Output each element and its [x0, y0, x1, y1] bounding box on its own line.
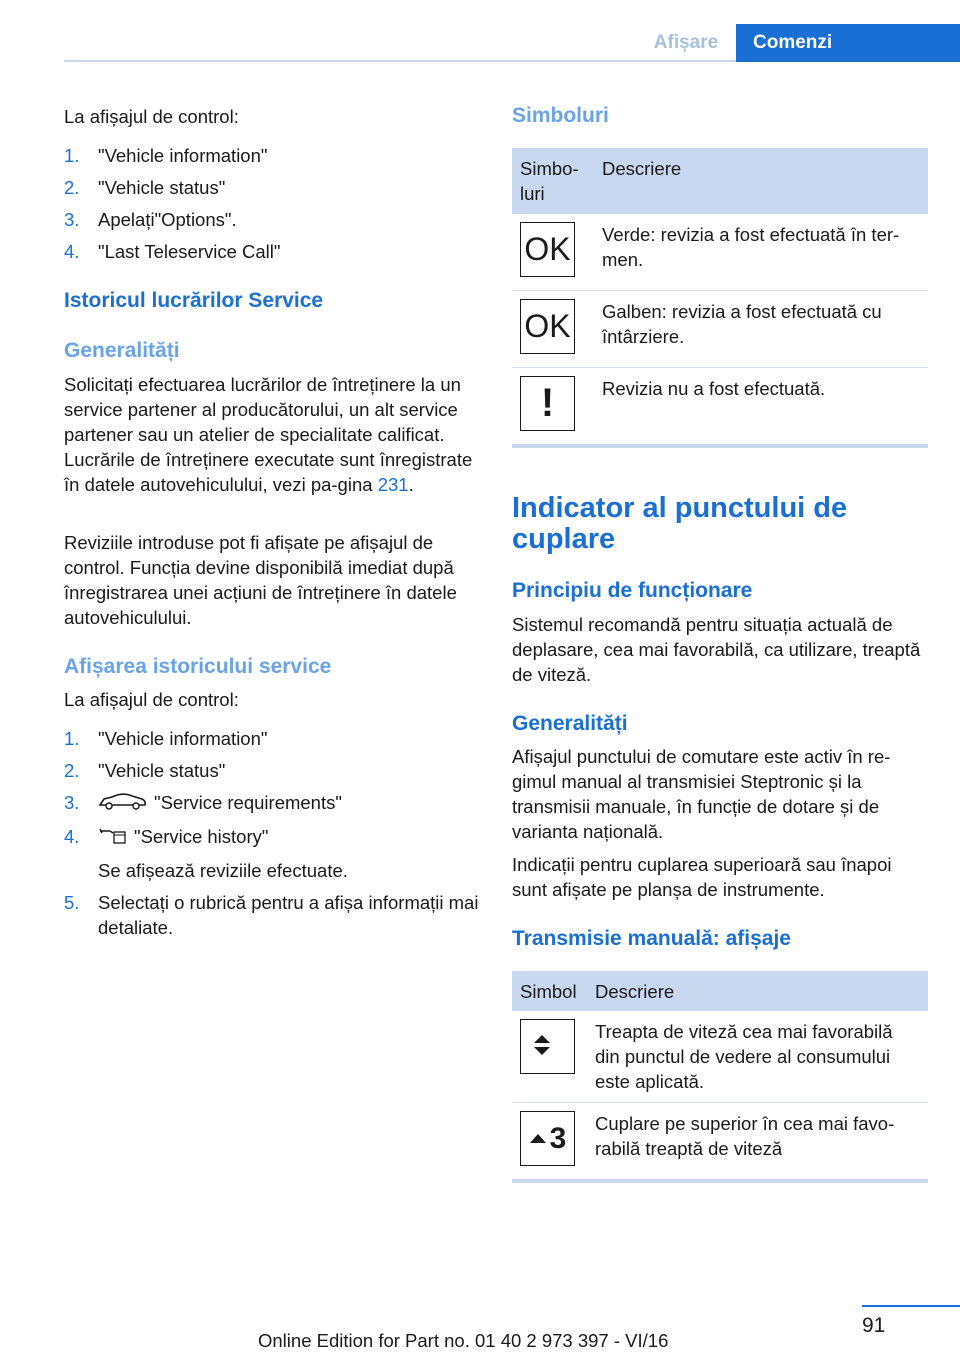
paragraph-general-2: Reviziile introduse pot fi afișate pe afișajul de control. Funcția devine disponibilă imediat după înregistrarea unei acțiuni de întreținere în datele autovehiculului.	[64, 532, 457, 628]
updown-arrows-icon	[520, 1019, 575, 1074]
list-item: 2. "Vehicle status"	[64, 177, 226, 198]
table-row: OK Verde: revizia a fost efectuată în ter‐men.	[512, 214, 928, 291]
list-item: 4. "Last Teleservice Call"	[64, 241, 281, 262]
table-header: Simbo‐luri Descriere	[512, 148, 928, 214]
table-header: Simbol Descriere	[512, 971, 928, 1011]
page-link[interactable]: 231	[377, 474, 409, 495]
heading-manual-transmission: Transmisie manuală: afișaje	[512, 927, 791, 950]
list-item: 5. Selectați o rubrică pentru a afișa informații mai detaliate.	[64, 892, 479, 939]
transmission-table	[512, 971, 928, 1183]
heading-service-history: Istoricul lucrărilor Service	[64, 289, 324, 312]
list-item: 1. "Vehicle information"	[64, 728, 268, 749]
list-item: 2. "Vehicle status"	[64, 760, 226, 781]
intro-text: La afișajul de control:	[64, 106, 239, 127]
intro-text-2: La afișajul de control:	[64, 689, 239, 710]
paragraph-general2-2: Indicații pentru cuplarea superioară sau înapoi sunt afișate pe planșa de instrumente.	[512, 854, 892, 900]
heading-symbols: Simboluri	[512, 104, 609, 127]
steps-list-2	[64, 726, 484, 947]
header-tab-chapter[interactable]: Comenzi	[736, 24, 960, 62]
table-row: Treapta de viteză cea mai favorabilă din punctul de vedere al consumului este aplicată.	[512, 1011, 928, 1103]
paragraph-principle: Sistemul recomandă pentru situația actuală de deplasare, cea mai favorabilă, ca utilizare, treaptă de viteză.	[512, 614, 921, 685]
symbols-table	[512, 148, 928, 448]
list-item: 1. "Vehicle information"	[64, 145, 268, 166]
table-row: ! Revizia nu a fost efectuată.	[512, 368, 928, 448]
ok-symbol: OK	[520, 299, 575, 354]
steps-list-1	[64, 143, 484, 271]
heading-general: Generalități	[64, 339, 180, 362]
heading-principle: Principiu de funcționare	[512, 579, 753, 602]
header-tab-section[interactable]: Afișare	[653, 32, 719, 53]
car-service-icon	[98, 791, 148, 817]
wrench-calendar-icon	[98, 825, 128, 851]
footer-rule	[862, 1305, 960, 1307]
edition-text: Online Edition for Part no. 01 40 2 973 397 - VI/16	[258, 1330, 669, 1351]
table-row: OK Galben: revizia a fost efectuată cu întârziere.	[512, 291, 928, 368]
heading-shift-indicator: Indicator al punctului de cuplare	[512, 492, 848, 555]
list-item: 4. "Service history" Se afișează reviziile efectuate.	[64, 826, 348, 882]
upshift-3-symbol: 3	[520, 1111, 575, 1166]
heading-general-2: Generalități	[512, 712, 628, 735]
list-item: 3. Apelați"Options".	[64, 209, 237, 230]
table-row: 3 Cuplare pe superior în cea mai favo‐rabilă treaptă de viteză	[512, 1103, 928, 1183]
list-item: 3. "Service requirements"	[64, 790, 484, 817]
ok-symbol: OK	[520, 222, 575, 277]
exclamation-symbol: !	[520, 376, 575, 431]
paragraph-general2-1: Afișajul punctului de comutare este activ în re‐gimul manual al transmisiei Steptronic și la transmisii manuale, în funcție de dotare și de varianta națională.	[512, 746, 891, 842]
paragraph-general-1: Solicitați efectuarea lucrărilor de întreținere la un service partener al producătorului, un alt service partener sau un atelier de specialitate calificat. Lucrările de întreținere executate sunt înregistrate în datele autovehiculului, vezi pa‐gina 231.	[64, 374, 473, 495]
page-number: 91	[862, 1314, 886, 1337]
heading-display-history: Afișarea istoricului service	[64, 655, 332, 678]
